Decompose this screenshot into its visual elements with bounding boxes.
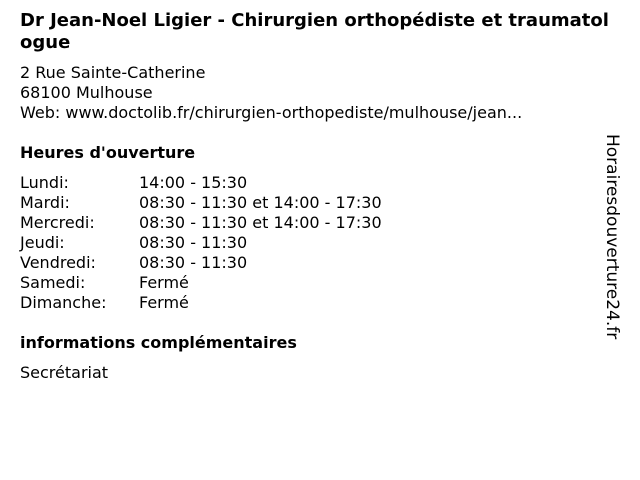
hours-day: Jeudi:	[20, 233, 65, 252]
hours-row-mardi	[20, 193, 382, 213]
hours-day: Mardi:	[20, 193, 70, 212]
additional-info-text: Secrétariat	[20, 363, 109, 382]
hours-day: Mercredi:	[20, 213, 95, 232]
opening-hours-table	[20, 173, 382, 313]
hours-day: Dimanche:	[20, 293, 107, 312]
hours-time: 08:30 - 11:30	[139, 253, 248, 272]
additional-info-heading: informations complémentaires	[20, 333, 297, 352]
address-block	[20, 63, 522, 123]
hours-time: Fermé	[139, 293, 189, 312]
address-city: 68100 Mulhouse	[20, 83, 153, 102]
hours-day: Lundi:	[20, 173, 69, 192]
hours-time: 08:30 - 11:30	[139, 233, 248, 252]
opening-hours-heading: Heures d'ouverture	[20, 143, 196, 162]
hours-time: 14:00 - 15:30	[139, 173, 248, 192]
hours-row-mercredi	[20, 213, 382, 233]
hours-day: Samedi:	[20, 273, 86, 292]
hours-time: 08:30 - 11:30 et 14:00 - 17:30	[139, 193, 382, 212]
hours-row-dimanche	[20, 293, 382, 313]
hours-row-lundi	[20, 173, 382, 193]
hours-day: Vendredi:	[20, 253, 96, 272]
hours-time: Fermé	[139, 273, 189, 292]
hours-row-vendredi	[20, 253, 382, 273]
hours-row-samedi	[20, 273, 382, 293]
hours-row-jeudi	[20, 233, 382, 253]
site-watermark: Horairesdouverture24.fr	[602, 134, 622, 340]
hours-time: 08:30 - 11:30 et 14:00 - 17:30	[139, 213, 382, 232]
page-title: Dr Jean-Noel Ligier - Chirurgien orthopédiste et traumatologue	[20, 10, 609, 53]
website-link[interactable]: Web: www.doctolib.fr/chirurgien-orthopediste/mulhouse/jean...	[20, 103, 523, 122]
address-street: 2 Rue Sainte-Catherine	[20, 63, 206, 82]
